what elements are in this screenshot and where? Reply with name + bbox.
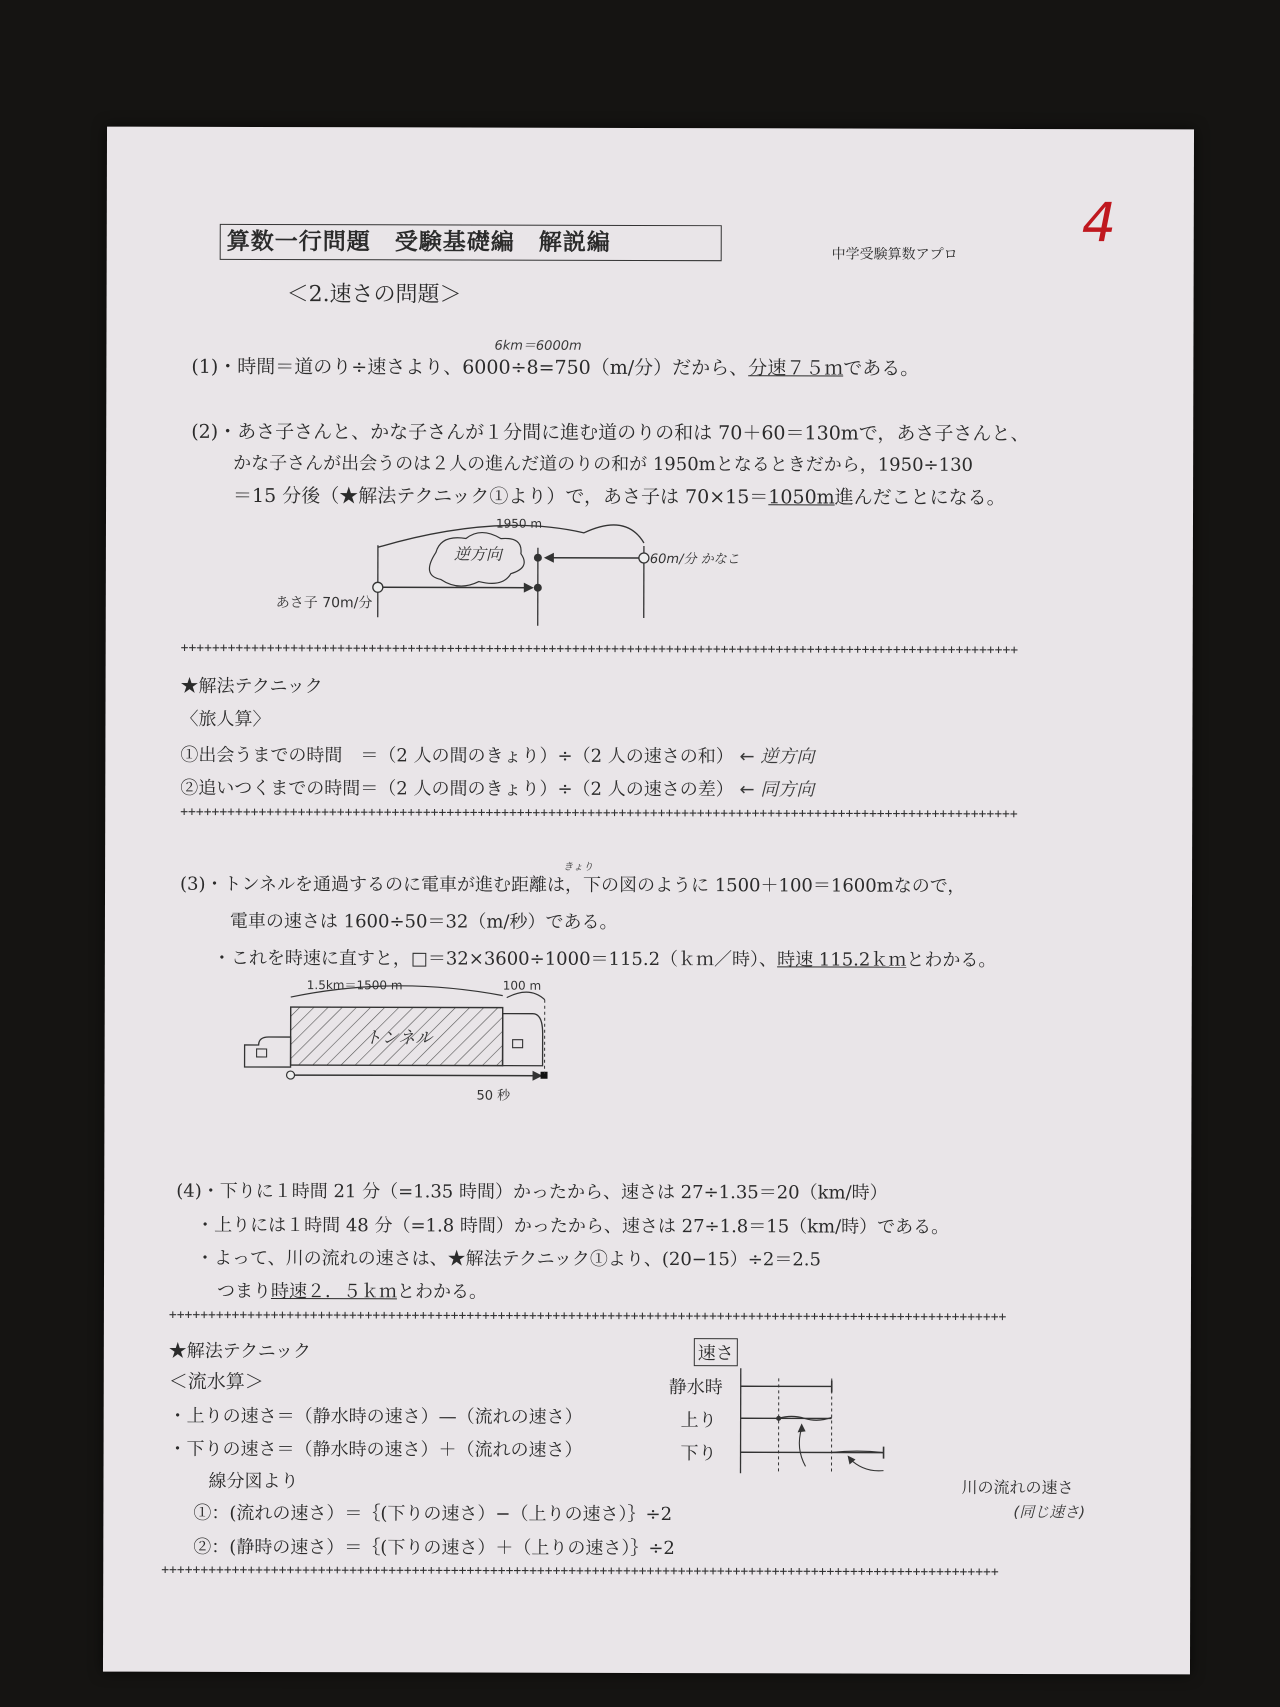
q4-answer: 時速２．５ｋｍ: [270, 1281, 398, 1303]
asako-label: あさ子 70m/分: [275, 595, 373, 612]
q2-line1: (2)・あさ子さんと、かな子さんが１分間に進む道のりの和は 70＋60＝130mで，あさ子さんと、: [191, 420, 1030, 445]
q3-line3-tail: とわかる。: [906, 949, 997, 971]
distance-label: 1950 m: [495, 516, 543, 531]
technique1-rule1: [180, 741, 814, 769]
brand-label: 中学受験算数アプロ: [831, 246, 958, 263]
technique2-heading: ★解法テクニック: [168, 1340, 312, 1363]
row-label-up: 上り: [680, 1410, 717, 1432]
technique2-formula2: ②：(静時の速さ）＝｛(下りの速さ）＋（上りの速さ）｝÷2: [193, 1536, 675, 1560]
q4-line4-text: つまり: [216, 1280, 272, 1303]
technique2-formula1: ①：(流れの速さ）＝｛(下りの速さ）−（上りの速さ）｝÷2: [193, 1502, 673, 1526]
q2-line2: かな子さんが出会うのは２人の進んだ道のりの和が 1950mとなるときだから，1950÷130: [233, 452, 974, 476]
river-speed-note: (同じ速さ): [1013, 1502, 1086, 1522]
rule2-text: ②追いつくまでの時間＝（2 人の間のきょり）÷（2 人の速さの差）: [180, 777, 734, 801]
flow-line-diagram: [733, 1368, 903, 1478]
technique1-subheading: 〈旅人算〉: [180, 708, 271, 731]
q2-line3: [233, 481, 1006, 510]
q4-line4-tail: とわかる。: [396, 1281, 488, 1303]
technique2-rule1: ・上りの速さ＝（静水時の速さ）—（流れの速さ）: [168, 1405, 583, 1428]
q3-line3: [213, 944, 997, 972]
technique1-rule2: [180, 774, 814, 802]
tunnel-label: トンネル: [364, 1028, 433, 1049]
train-length-label: 100 m: [502, 978, 542, 993]
tunnel-diagram: [244, 977, 574, 1108]
rule1-note: ← 逆方向: [739, 746, 815, 768]
technique2-subheading: ＜流水算＞: [168, 1370, 264, 1393]
time-label: 50 秒: [476, 1088, 511, 1104]
tunnel-length-label: 1.5km＝1500 m: [306, 978, 403, 993]
worksheet-page: [103, 127, 1194, 1675]
cloud-label: 逆方向: [453, 544, 502, 564]
row-label-still: 静水時: [668, 1377, 723, 1399]
technique2-rule2: ・下りの速さ＝（静水時の速さ）＋（流れの速さ）: [168, 1438, 583, 1461]
rule2-note: ← 同方向: [739, 779, 815, 801]
meeting-diagram: [266, 517, 786, 628]
technique2-intro: 線分図より: [208, 1470, 299, 1493]
rule1-text: ①出会うまでの時間 ＝（2 人の間のきょり）÷（2 人の速さの和）: [180, 744, 734, 768]
separator-line: +++++++++++++++++++++++++++++++++++++++++++++++++++++++++++++++++++++++++++++++++++++++++++++++++++++++++++: [161, 1562, 999, 1580]
river-speed-label: 川の流れの速さ: [961, 1477, 1074, 1498]
q2-line3-tail: 進んだことになる。: [834, 486, 1006, 509]
q1-text: (1)・時間＝道のり÷速さより、6000÷8=750（m/分）だから、: [191, 355, 749, 380]
row-label-down: 下り: [680, 1443, 717, 1465]
page-number: 4: [1081, 191, 1117, 255]
technique1-heading: ★解法テクニック: [180, 675, 323, 698]
separator-line: +++++++++++++++++++++++++++++++++++++++++++++++++++++++++++++++++++++++++++++++++++++++++++++++++++++++++++: [180, 804, 1018, 822]
q4-line3: ・よって、川の流れの速さは、★解法テクニック①より、(20−15）÷2＝2.5: [196, 1247, 822, 1271]
q3-line3-text: ・これを時速に直すと，□＝32×3600÷1000＝115.2（ｋｍ／時）、: [212, 947, 778, 971]
q1-answer: 分速７５ｍ: [748, 357, 844, 380]
kanako-label: 60m/分 かなこ: [649, 552, 740, 568]
q4-line2: ・上りには１時間 48 分（=1.8 時間）かったから、速さは 27÷1.8＝15（km/時）である。: [196, 1214, 950, 1238]
q1-line: [191, 352, 919, 381]
q2-answer: 1050m: [768, 486, 835, 509]
speed-box-label: 速さ: [694, 1338, 738, 1366]
separator-line: +++++++++++++++++++++++++++++++++++++++++++++++++++++++++++++++++++++++++++++++++++++++++++++++++++++++++++: [168, 1307, 1007, 1325]
q3-line2: 電車の速さは 1600÷50＝32（m/秒）である。: [229, 910, 618, 933]
q4-line1: (4)・下りに１時間 21 分（=1.35 時間）かったから、速さは 27÷1.35＝20（km/時）: [176, 1180, 888, 1204]
page-title: 算数一行問題 受験基礎編 解説編: [220, 224, 722, 261]
q3-ruby: きょり: [563, 861, 594, 873]
q4-line4: [217, 1277, 487, 1304]
train-front-left: [245, 1037, 291, 1067]
q3-answer: 時速 115.2ｋｍ: [777, 949, 907, 971]
q2-line3-text: ＝15 分後（★解法テクニック①より）で，あさ子は 70×15＝: [233, 484, 769, 509]
q1-tail: である。: [843, 357, 920, 380]
q1-annotation: 6km＝6000m: [494, 338, 582, 354]
q3-line1: (3)・トンネルを通過するのに電車が進む距離は，下の図のように 1500＋100＝1600mなので，: [180, 873, 966, 897]
section-title: ＜2.速さの問題＞: [286, 282, 462, 308]
separator-line: +++++++++++++++++++++++++++++++++++++++++++++++++++++++++++++++++++++++++++++++++++++++++++++++++++++++++++: [180, 640, 1019, 658]
